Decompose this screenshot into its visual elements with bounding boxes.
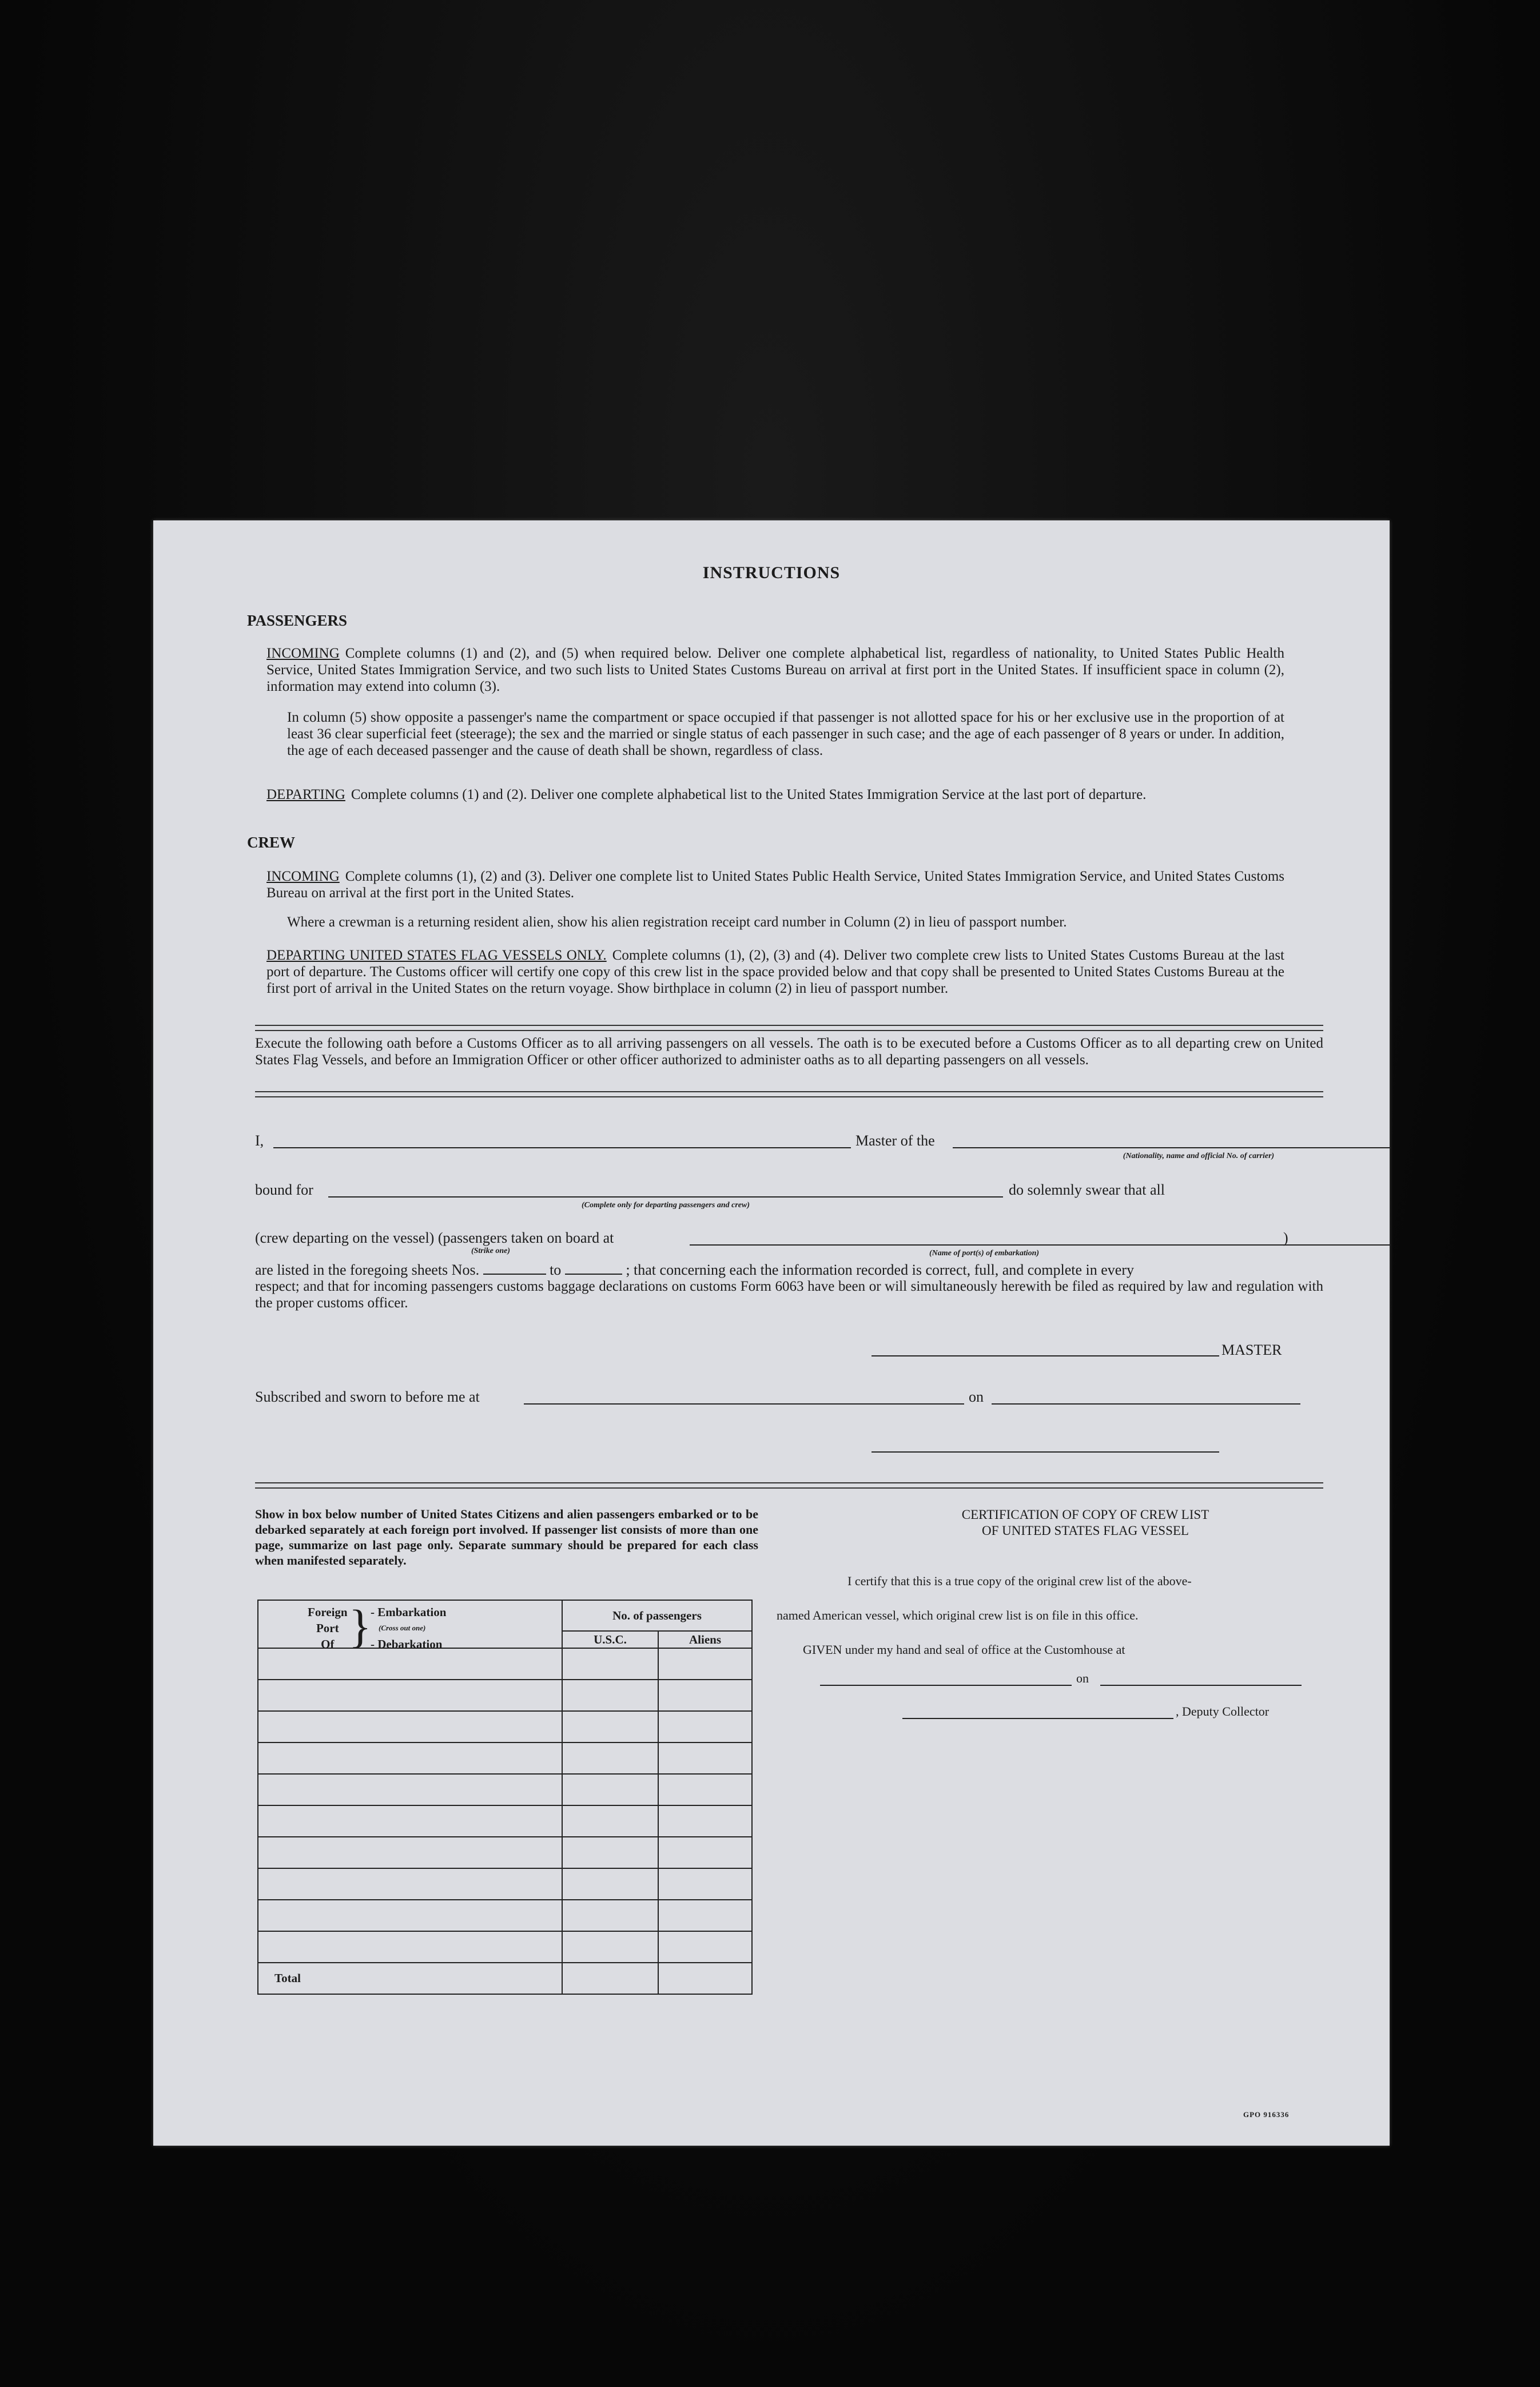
listed-line xyxy=(255,1262,1134,1279)
crew-departing-label: (crew departing on the vessel) (passengers taken on board at xyxy=(255,1230,614,1246)
embarkation-option[interactable]: - Embarkation xyxy=(371,1605,447,1619)
aliens-cell[interactable] xyxy=(658,1837,752,1868)
certify-line-1: I certify that this is a true copy of the original crew list of the above- xyxy=(847,1574,1192,1588)
close-paren: ) xyxy=(1283,1230,1288,1246)
aliens-cell[interactable] xyxy=(658,1680,752,1711)
passengers-heading: PASSENGERS xyxy=(247,612,348,629)
port-header-cell xyxy=(258,1600,562,1652)
usc-cell[interactable] xyxy=(562,1805,658,1837)
cert-date-line[interactable] xyxy=(1100,1685,1302,1686)
crew-incoming-label: INCOMING xyxy=(266,869,340,884)
crew-incoming-paragraph xyxy=(266,868,1284,901)
aliens-header: Aliens xyxy=(658,1631,752,1648)
form-sheet xyxy=(153,520,1390,2146)
usc-cell[interactable] xyxy=(562,1742,658,1774)
cert-on-label: on xyxy=(1076,1671,1089,1685)
certification-title-2: OF UNITED STATES FLAG VESSEL xyxy=(982,1523,1189,1538)
divider-rule xyxy=(255,1482,1323,1489)
port-cell[interactable] xyxy=(258,1900,562,1931)
foreign-port-of xyxy=(308,1604,348,1652)
aliens-cell[interactable] xyxy=(658,1774,752,1805)
passengers-departing-label: DEPARTING xyxy=(266,787,345,802)
aliens-total-cell[interactable] xyxy=(658,1963,752,1994)
foreign-word: Foreign xyxy=(308,1605,348,1619)
crew-departing-label: DEPARTING UNITED STATES FLAG VESSELS ONLY. xyxy=(266,948,607,963)
passengers-departing-paragraph xyxy=(266,786,1284,803)
usc-cell[interactable] xyxy=(562,1868,658,1900)
usc-header: U.S.C. xyxy=(562,1631,658,1648)
usc-cell[interactable] xyxy=(562,1774,658,1805)
total-label: Total xyxy=(258,1963,562,1994)
port-note: (Name of port(s) of embarkation) xyxy=(929,1249,1040,1258)
debarkation-option[interactable]: - Debarkation xyxy=(371,1637,443,1651)
table-row xyxy=(258,1774,752,1805)
passengers-incoming-paragraph xyxy=(266,645,1284,695)
aliens-cell[interactable] xyxy=(658,1711,752,1742)
passengers-incoming-text: Complete columns (1) and (2), and (5) when required below. Deliver one complete alphabetical list, regardless of nationality, to United States Public Health Service, United States Immigration Service, and two such lists to United States Customs Bureau on arrival at first port in the United States. If insufficient space in column (2), information may extend into column (3). xyxy=(266,646,1284,694)
port-cell[interactable] xyxy=(258,1868,562,1900)
given-line: GIVEN under my hand and seal of office at the Customhouse at xyxy=(803,1642,1125,1657)
usc-cell[interactable] xyxy=(562,1837,658,1868)
table-row xyxy=(258,1711,752,1742)
strike-note: (Strike one) xyxy=(471,1247,511,1255)
brace-glyph: } xyxy=(349,1600,372,1652)
deputy-signature-line[interactable] xyxy=(902,1718,1173,1719)
sheet-to-field[interactable] xyxy=(565,1274,622,1275)
aliens-cell[interactable] xyxy=(658,1868,752,1900)
port-cell[interactable] xyxy=(258,1837,562,1868)
embark-options xyxy=(371,1604,446,1652)
port-word: Port xyxy=(316,1621,339,1635)
of-word: Of xyxy=(321,1637,335,1651)
port-cell[interactable] xyxy=(258,1931,562,1963)
table-row xyxy=(258,1931,752,1963)
master-label: MASTER xyxy=(1221,1342,1282,1358)
aliens-cell[interactable] xyxy=(658,1805,752,1837)
no-of-passengers-header: No. of passengers xyxy=(562,1600,752,1631)
table-row xyxy=(258,1805,752,1837)
divider-rule xyxy=(255,1025,1323,1031)
aliens-cell[interactable] xyxy=(658,1742,752,1774)
port-cell[interactable] xyxy=(258,1742,562,1774)
sheet-from-field[interactable] xyxy=(483,1274,546,1275)
instructions-title: INSTRUCTIONS xyxy=(702,563,841,582)
usc-cell[interactable] xyxy=(562,1900,658,1931)
passengers-column5-paragraph: In column (5) show opposite a passenger's name the compartment or space occupied if that passenger is not allotted space for his or her exclusive use in the proportion of at least 36 clear superficial feet (steerage); the sex and the married or single status of each passenger in such case; and the age of each passenger of 8 years or under. In addition, the age of each deceased passenger and the cause of death shall be shown, regardless of class. xyxy=(287,710,1284,758)
sworn-date-line[interactable] xyxy=(992,1403,1300,1405)
summary-instruction: Show in box below number of United States Citizens and alien passengers embarked or to be debarked separately at each foreign port involved. If passenger list consists of more than one page, summarize on last page only. Separate summary should be prepared for each class when manifested separately. xyxy=(255,1507,758,1568)
gpo-code: GPO 916336 xyxy=(1243,2110,1290,2119)
listed-rest: respect; and that for incoming passengers customs baggage declarations on customs Form 6063 have been or will simultaneously herewith be filed as required by law and regulation with the proper customs officer. xyxy=(255,1279,1323,1311)
to-word: to xyxy=(550,1262,562,1278)
crew-heading: CREW xyxy=(247,834,296,851)
total-row xyxy=(258,1963,752,1994)
port-cell[interactable] xyxy=(258,1680,562,1711)
passenger-summary-table xyxy=(257,1600,753,1995)
usc-cell[interactable] xyxy=(562,1711,658,1742)
sworn-on-label: on xyxy=(969,1389,984,1405)
crew-departing-text: Complete columns (1), (2), (3) and (4). Deliver two complete crew lists to United States Customs Bureau at the last port of departure. The Customs officer will certify one copy of this crew list in the space provided below and that copy shall be presented to United States Customs Bureau at the first port of arrival in the United States on the return voyage. Show birthplace in column (2) in lieu of passport number. xyxy=(266,948,1284,996)
passengers-incoming-label: INCOMING xyxy=(266,646,340,661)
sworn-place-line[interactable] xyxy=(524,1403,964,1405)
aliens-cell[interactable] xyxy=(658,1931,752,1963)
cross-note: (Cross out one) xyxy=(379,1624,426,1632)
table-header-row xyxy=(258,1600,752,1631)
table-row xyxy=(258,1900,752,1931)
passengers-departing-text: Complete columns (1) and (2). Deliver one complete alphabetical list to the United States Immigration Service at the last port of departure. xyxy=(351,787,1147,802)
crew-incoming-text: Complete columns (1), (2) and (3). Deliver one complete list to United States Public Health Service, United States Immigration Service, and United States Customs Bureau on arrival at the first port in the United States. xyxy=(266,869,1284,901)
crew-departing-paragraph xyxy=(266,947,1284,997)
subscribed-label: Subscribed and sworn to before me at xyxy=(255,1389,480,1405)
port-cell[interactable] xyxy=(258,1805,562,1837)
port-cell[interactable] xyxy=(258,1774,562,1805)
officer-signature-line[interactable] xyxy=(872,1451,1219,1453)
bound-for-label: bound for xyxy=(255,1181,313,1198)
usc-cell[interactable] xyxy=(562,1648,658,1680)
bound-for-line[interactable] xyxy=(328,1196,1003,1198)
master-of-the-label: Master of the xyxy=(855,1132,935,1149)
usc-cell[interactable] xyxy=(562,1931,658,1963)
crew-resident-paragraph: Where a crewman is a returning resident alien, show his alien registration receipt card number in Column (2) in lieu of passport number. xyxy=(287,914,1067,930)
table-row xyxy=(258,1868,752,1900)
solemnly-swear-label: do solemnly swear that all xyxy=(1009,1181,1165,1198)
usc-total-cell[interactable] xyxy=(562,1963,658,1994)
table-row xyxy=(258,1837,752,1868)
port-cell[interactable] xyxy=(258,1648,562,1680)
deputy-collector-label: , Deputy Collector xyxy=(1176,1704,1270,1718)
certification-title-1: CERTIFICATION OF COPY OF CREW LIST xyxy=(961,1507,1209,1522)
table-row xyxy=(258,1648,752,1680)
listed-suffix: ; that concerning each the information recorded is correct, full, and complete in every xyxy=(626,1262,1134,1278)
master-name-line[interactable] xyxy=(273,1147,851,1148)
carrier-line[interactable] xyxy=(953,1147,1390,1148)
master-signature-line[interactable] xyxy=(872,1355,1219,1356)
carrier-note: (Nationality, name and official No. of carrier) xyxy=(1123,1152,1275,1160)
table-row xyxy=(258,1742,752,1774)
usc-cell[interactable] xyxy=(562,1680,658,1711)
customhouse-place-line[interactable] xyxy=(820,1685,1072,1686)
aliens-cell[interactable] xyxy=(658,1648,752,1680)
table-row xyxy=(258,1680,752,1711)
aliens-cell[interactable] xyxy=(658,1900,752,1931)
oath-instruction: Execute the following oath before a Customs Officer as to all arriving passengers on all vessels. The oath is to be executed before a Customs Officer as to all departing crew on United States Flag Vessels, and before an Immigration Officer or other officer authorized to administer oaths as to all departing passengers on all vessels. xyxy=(255,1036,1323,1068)
divider-rule xyxy=(255,1091,1323,1097)
bound-for-note: (Complete only for departing passengers and crew) xyxy=(582,1201,750,1210)
oath-i-label: I, xyxy=(255,1132,264,1149)
listed-prefix: are listed in the foregoing sheets Nos. xyxy=(255,1262,480,1278)
port-cell[interactable] xyxy=(258,1711,562,1742)
certify-line-2: named American vessel, which original crew list is on file in this office. xyxy=(777,1608,1139,1622)
